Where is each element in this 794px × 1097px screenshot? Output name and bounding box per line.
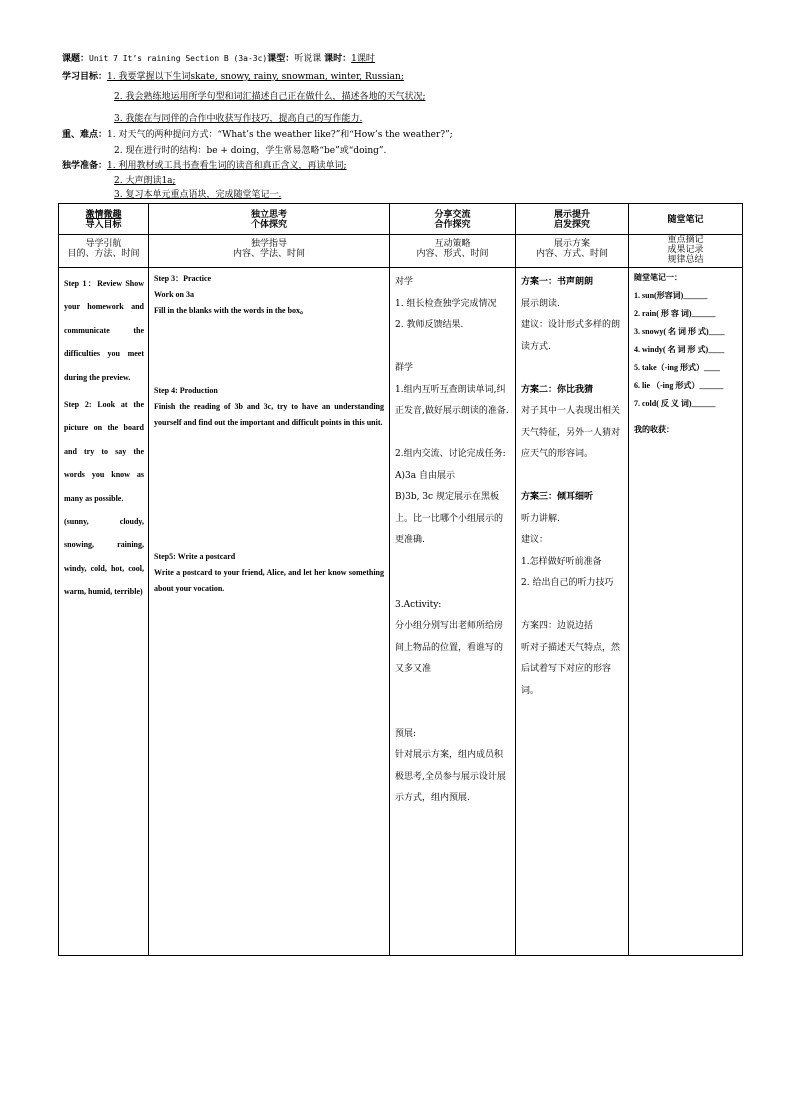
key-point-1: 1. 对天气的两种提问方式：“What’s the weather like?”和“How’s the weather?”; xyxy=(107,130,453,140)
subheader-row xyxy=(59,235,743,268)
subheader-cell-5: 重点摘记 成果记录 规律总结 xyxy=(629,235,743,268)
content-col-5 xyxy=(629,268,743,956)
note-item-1: 1. sun(形容词)______ xyxy=(634,291,708,300)
key-label: 重、难点： xyxy=(62,130,108,140)
goals-line-1 xyxy=(62,71,404,83)
duixue-label: 对学 xyxy=(395,277,414,287)
content-col-3 xyxy=(390,268,516,956)
qunxue-label: 群学 xyxy=(395,363,414,373)
type-label: 课型： xyxy=(267,54,295,64)
plan1-b: 建议：设计形式多样的朗读方式. xyxy=(521,320,621,352)
prep-label: 独学准备： xyxy=(62,161,108,171)
harvest-label: 我的收获： xyxy=(634,425,674,434)
subheader-cell-1: 导学引航 目的、方法、时间 xyxy=(59,235,149,268)
subheader-cell-4: 展示方案 内容、方式、时间 xyxy=(516,235,629,268)
activity-label: 3.Activity: xyxy=(395,599,442,610)
prep-3: 3. 复习本单元重点语块，完成随堂笔记一. xyxy=(114,190,282,200)
hours-label: 课时： xyxy=(324,54,352,64)
plan3-d: 2. 给出自己的听力技巧 xyxy=(521,578,614,588)
prep-2: 2. 大声朗读1a; xyxy=(114,176,176,186)
qunxue-2a: A)3a 自由展示 xyxy=(395,470,455,481)
qunxue-2b: B)3b, 3c 规定展示在黑板上。比一比哪个小组展示的更准确. xyxy=(395,492,504,545)
header-cell-2: 独立思考 个体探究 xyxy=(149,204,390,235)
plan1-a: 展示朗读. xyxy=(521,298,560,309)
duixue-1: 1. 组长检查独学完成情况 xyxy=(395,298,497,309)
yuzhan-text: 针对展示方案，组内成员积极思考,全员参与展示设计展示方式，组内预展. xyxy=(395,750,506,803)
step5-text: Write a postcard to your friend, Alice, and let her know something about your vocation. xyxy=(154,568,384,593)
step5-title: Step5: Write a postcard xyxy=(154,552,236,561)
goals-label: 学习目标： xyxy=(62,72,108,82)
plan1-title: 方案一：书声朗朗 xyxy=(521,277,594,287)
note-item-2: 2. rain( 形 容 词)______ xyxy=(634,309,716,318)
header-cell-3: 分享交流 合作探究 xyxy=(390,204,516,235)
step3-text: Fill in the blanks with the words in the box。 xyxy=(154,306,309,315)
plan4-title: 方案四：边说边括 xyxy=(521,621,594,631)
step4-text: Finish the reading of 3b and 3c, try to have an understanding yourself and find out the important and difficult points in this unit. xyxy=(154,402,384,427)
step3-sub: Work on 3a xyxy=(154,290,195,299)
goal-1: 1. 我要掌握以下生词skate, snowy, rainy, snowman, winter, Russian; xyxy=(107,72,404,82)
plan3-title: 方案三：倾耳细听 xyxy=(521,492,594,502)
step4-title: Step 4: Production xyxy=(154,386,218,395)
prep-line-1 xyxy=(62,160,347,172)
content-col-1 xyxy=(59,268,149,956)
goal-3: 3. 我能在与同伴的合作中收获写作技巧，提高自己的写作能力. xyxy=(114,114,363,124)
content-col-2 xyxy=(149,268,390,956)
notes-title: 随堂笔记一： xyxy=(634,273,682,282)
topic-label: 课题： xyxy=(62,54,90,64)
prep-1: 1. 利用教材或工具书查看生词的读音和真正含义，再读单词; xyxy=(107,161,347,171)
header-cell-5: 随堂笔记 xyxy=(629,204,743,235)
hours-value: 1课时 xyxy=(351,54,375,64)
goal-2: 2. 我会熟练地运用所学句型和词汇描述自己正在做什么，描述各地的天气状况; xyxy=(114,92,426,102)
subheader-cell-3: 互动策略 内容、形式、时间 xyxy=(390,235,516,268)
type-value: 听说课 xyxy=(294,54,322,64)
header-row xyxy=(59,204,743,235)
duixue-2: 2. 教师反馈结果. xyxy=(395,320,464,330)
plan4-text: 听对子描述天气特点，然后试着写下对应的形容词。 xyxy=(521,642,621,696)
note-item-4: 4. windy( 名 词 形 式)____ xyxy=(634,345,725,354)
plan2-text: 对子其中一人表现出相关天气特征，另外一人猜对应天气的形容词。 xyxy=(521,406,621,459)
key-point-2: 2. 现在进行时的结构：be + doing，学生常易忽略“be”或“doing”. xyxy=(114,146,387,156)
step3-title: Step 3：Practice xyxy=(154,274,212,283)
note-item-3: 3. snowy( 名 词 形 式)____ xyxy=(634,327,725,336)
plan3-b: 建议： xyxy=(521,535,549,545)
header-cell-1: 激情微趣 导入目标 xyxy=(59,204,149,235)
content-row xyxy=(59,268,743,956)
key-line-1 xyxy=(62,129,453,141)
plan3-a: 听力讲解. xyxy=(521,513,560,524)
activity-text: 分小组分别写出老师所给房间上物品的位置，看谁写的又多又准 xyxy=(395,621,504,674)
step2-text: Step 2: Look at the picture on the board and try to say the words you know as many as possible. xyxy=(64,400,144,503)
note-item-5: 5. take（-ing 形式）____ xyxy=(634,363,720,372)
qunxue-1: 1.组内互听互查朗读单词,纠正发音,做好展示朗读的准备. xyxy=(395,384,509,416)
weather-words: (sunny, cloudy, snowing, raining, windy, cold, hot, cool, warm, humid, terrible) xyxy=(64,517,144,597)
subheader-cell-2: 独学指导 内容、学法、时间 xyxy=(149,235,390,268)
plan2-title: 方案二：你比我猜 xyxy=(521,384,594,395)
topic-line xyxy=(62,53,375,65)
note-item-7: 7. cold( 反 义 词)______ xyxy=(634,399,716,408)
content-col-4 xyxy=(516,268,629,956)
note-item-6: 6. lie （-ing 形式）______ xyxy=(634,381,724,390)
header-cell-4: 展示提升 启发探究 xyxy=(516,204,629,235)
topic-value: Unit 7 It’s raining Section B (3a-3c) xyxy=(89,54,268,63)
step1-text: Step 1：Review Show your homework and communicate the difficulties you meet during the preview. xyxy=(64,279,144,382)
lesson-table xyxy=(58,203,743,956)
yuzhan-label: 预展: xyxy=(395,728,417,739)
qunxue-2: 2.组内交流、讨论完成任务: xyxy=(395,449,506,459)
plan3-c: 1.怎样做好听前准备 xyxy=(521,556,602,567)
